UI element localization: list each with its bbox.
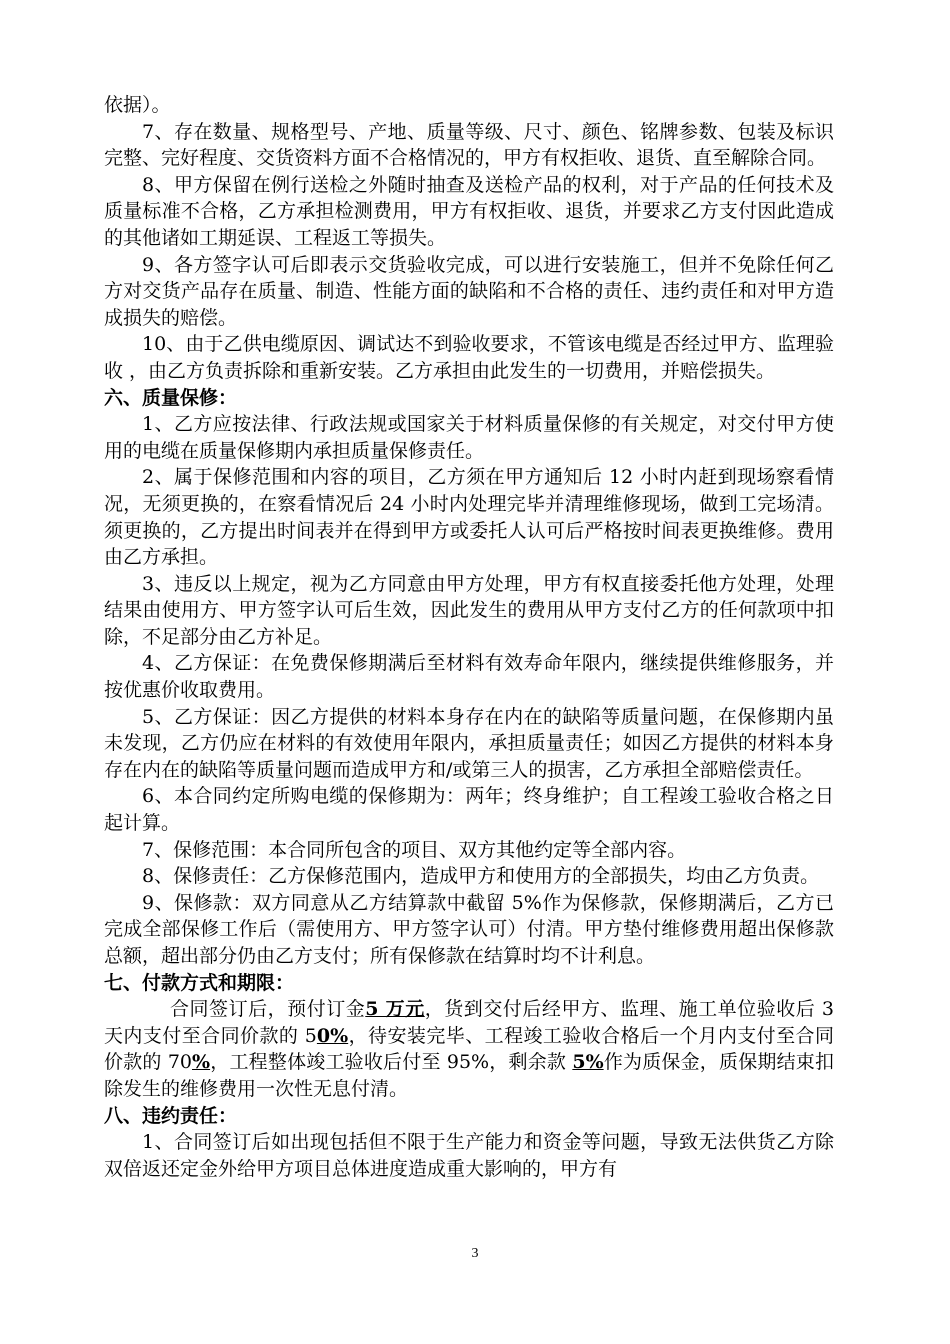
payment-text-2: ，货到交付后经甲方、监理、施工单位验收后 3 天内支付至合同价款的 5: [104, 998, 834, 1047]
payment-text-1: 合同签订后，预付订金: [170, 998, 366, 1021]
clause-5-7: 7、存在数量、规格型号、产地、质量等级、尺寸、颜色、铭牌参数、包装及标识完整、完好程度、交货资料方面不合格情况的，甲方有权拒收、退货、直至解除合同。: [104, 120, 834, 170]
clause-6-3: 3、违反以上规定，视为乙方同意由甲方处理，甲方有权直接委托他方处理，处理结果由使用方、甲方签字认可后生效，因此发生的费用从甲方支付乙方的任何款项中扣除，不足部分由乙方补足。: [104, 572, 834, 648]
payment-text-5: 作为质保金，质保期结束扣除发生的维修费用一次性无息付清。: [104, 1051, 834, 1100]
first-payment-percent: 0%: [316, 1024, 349, 1047]
clause-6-4: 4、乙方保证：在免费保修期满后至材料有效寿命年限内，继续提供维修服务，并按优惠价收取费用。: [104, 652, 834, 702]
document-page: [104, 92, 834, 1182]
deposit-amount: 5 万元: [365, 998, 425, 1021]
clause-6-9: 9、保修款：双方同意从乙方结算款中截留 5%作为保修款，保修期满后，乙方已完成全部保修工作后（需使用方、甲方签字认可）付清。甲方垫付维修费用超出保修款总额，超出部分仍由乙方支付；所有保修款在结算时均不计利息。: [104, 891, 834, 967]
section-7-heading: 七、付款方式和期限：: [104, 971, 295, 994]
section-8-heading: 八、违约责任：: [104, 1104, 238, 1127]
clause-5-8: 8、甲方保留在例行送检之外随时抽查及送检产品的权利，对于产品的任何技术及质量标准不合格，乙方承担检测费用，甲方有权拒收、退货，并要求乙方支付因此造成的其他诸如工期延误、工程返工等损失。: [104, 173, 834, 249]
payment-text-3: ，待安装完毕、工程竣工验收合格后一个月内支付至合同价款的 70: [104, 1024, 834, 1074]
continued-text: 依据）。: [104, 94, 171, 116]
second-payment-percent: %: [192, 1051, 211, 1074]
clause-6-6: 6、本合同约定所购电缆的保修期为：两年；终身维护；自工程竣工验收合格之日起计算。: [104, 785, 834, 835]
retention-percent: 5%: [572, 1051, 604, 1074]
clause-6-5: 5、乙方保证：因乙方提供的材料本身存在内在的缺陷等质量问题，在保修期内虽未发现，乙方仍应在材料的有效使用年限内，承担质量责任；如因乙方提供的材料本身存在内在的缺陷等质量问题而造成甲方和/或第三人的损害，乙方承担全部赔偿责任。: [104, 705, 834, 781]
payment-text-4: ，工程整体竣工验收后付至 95%，剩余款: [210, 1051, 573, 1074]
clause-5-10: 10、由于乙供电缆原因、调试达不到验收要求，不管该电缆是否经过甲方、监理验收 ，由乙方负责拆除和重新安装。乙方承担由此发生的一切费用，并赔偿损失。: [104, 333, 834, 382]
clause-6-7: 7、保修范围：本合同所包含的项目、双方其他约定等全部内容。: [142, 838, 687, 861]
clause-6-2: 2、属于保修范围和内容的项目，乙方须在甲方通知后 12 小时内赶到现场察看情况，无须更换的，在察看情况后 24 小时内处理完毕并清理维修现场，做到工完场清。须更换的，乙方提出时间表并在得到甲方或委托人认可后严格按时间表更换维修。费用由乙方承担。: [104, 466, 834, 569]
section-6-heading: 六、质量保修：: [104, 386, 238, 409]
page-number: 3: [471, 1246, 479, 1261]
clause-8-1: 1、合同签订后如出现包括但不限于生产能力和资金等问题，导致无法供货乙方除双倍返还定金外给甲方项目总体进度造成重大影响的，甲方有: [104, 1131, 834, 1180]
payment-terms: [104, 996, 834, 1102]
clause-6-8: 8、保修责任：乙方保修范围内，造成甲方和使用方的全部损失，均由乙方负责。: [142, 865, 820, 888]
clause-6-1: 1、乙方应按法律、行政法规或国家关于材料质量保修的有关规定，对交付甲方使用的电缆在质量保修期内承担质量保修责任。: [104, 413, 834, 462]
clause-5-9: 9、各方签字认可后即表示交货验收完成，可以进行安装施工，但并不免除任何乙方对交货产品存在质量、制造、性能方面的缺陷和不合格的责任、违约责任和对甲方造成损失的赔偿。: [104, 253, 834, 329]
